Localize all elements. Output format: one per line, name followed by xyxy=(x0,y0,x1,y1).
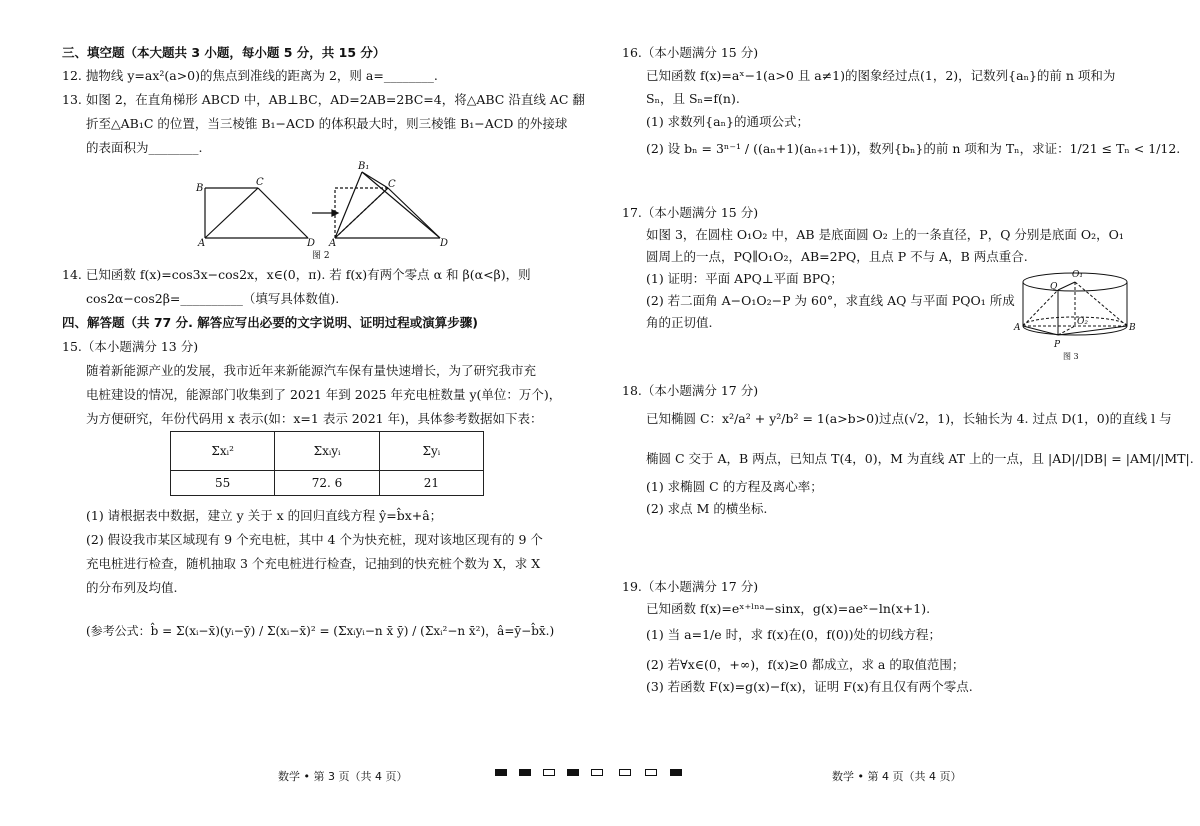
question-17-part1: (1) 证明：平面 APQ⊥平面 BPQ； xyxy=(646,271,843,286)
table-header-2: Σxᵢyᵢ xyxy=(275,432,379,471)
question-15-part1: (1) 请根据表中数据，建立 y 关于 x 的回归直线方程 ŷ=b̂x+â； xyxy=(86,508,443,523)
section4-heading: 四、解答题（共 77 分. 解答应写出必要的文字说明、证明过程或演算步骤) xyxy=(62,315,478,330)
question-15-line3: 为方便研究，年份代码用 x 表示(如：x=1 表示 2021 年)，具体参考数据如下表： xyxy=(86,411,543,426)
fig3-label-P: P xyxy=(1054,340,1061,350)
table-cell-2: 72. 6 xyxy=(275,471,379,496)
registration-mark xyxy=(670,769,682,776)
question-15-part2-line1: (2) 假设我市某区域现有 9 个充电桩，其中 4 个为快充桩，现对该地区现有的 9 个 xyxy=(86,532,543,547)
data-table xyxy=(170,431,484,496)
table-cell-3: 21 xyxy=(379,471,483,496)
registration-mark xyxy=(567,769,579,776)
fig2-label-D: D xyxy=(307,238,316,249)
question-13-line3: 的表面积为________. xyxy=(86,140,203,155)
question-18-line2: 椭圆 C 交于 A，B 两点，已知点 T(4，0)，M 为直线 AT 上的一点，且 |AD|/|DB| = |AM|/|MT|. xyxy=(646,451,1194,466)
question-17-part2-line2: 角的正切值. xyxy=(646,315,713,330)
fig3-label-O1: O₁ xyxy=(1072,270,1083,280)
registration-mark xyxy=(645,769,657,776)
question-19-head: 19.（本小题满分 17 分) xyxy=(622,579,759,594)
table-header-1: Σxᵢ² xyxy=(171,432,275,471)
question-18-part2: (2) 求点 M 的横坐标. xyxy=(646,501,768,516)
fig2-caption: 图 2 xyxy=(312,251,330,261)
question-17-part2-line1: (2) 若二面角 A−O₁O₂−P 为 60°，求直线 AQ 与平面 PQO₁ 所成 xyxy=(646,293,1015,308)
registration-mark xyxy=(519,769,531,776)
figure-2 xyxy=(190,158,460,268)
question-15-line2: 电桩建设的情况，能源部门收集到了 2021 年到 2025 年充电桩数量 y(单位：万个)， xyxy=(86,387,562,402)
question-18-part1: (1) 求椭圆 C 的方程及离心率； xyxy=(646,479,823,494)
fig2-label-A2: A xyxy=(329,238,337,249)
question-19-line1: 已知函数 f(x)=eˣ⁺ˡⁿᵃ−sinx，g(x)=aeˣ−ln(x+1). xyxy=(646,601,931,616)
table-cell-1: 55 xyxy=(171,471,275,496)
question-17-head: 17.（本小题满分 15 分) xyxy=(622,205,759,220)
question-14-line2: cos2α−cos2β=__________（填写具体数值). xyxy=(86,291,340,306)
fig3-caption: 图 3 xyxy=(1063,352,1079,361)
fig2-label-A: A xyxy=(198,238,206,249)
question-19-part2: (2) 若∀x∈(0，+∞)，f(x)≥0 都成立，求 a 的取值范围； xyxy=(646,657,965,672)
fig2-label-B1: B₁ xyxy=(358,161,370,172)
question-16-line2: Sₙ，且 Sₙ=f(n). xyxy=(646,91,740,106)
question-16-part1: (1) 求数列{aₙ}的通项公式； xyxy=(646,114,809,129)
footer-left-page: 数学 • 第 3 页（共 4 页） xyxy=(278,770,408,783)
registration-mark xyxy=(619,769,631,776)
fig2-label-B: B xyxy=(196,183,204,194)
question-12: 12. 抛物线 y=ax²(a>0)的焦点到准线的距离为 2，则 a=________. xyxy=(62,68,438,83)
question-17-line1: 如图 3，在圆柱 O₁O₂ 中，AB 是底面圆 O₂ 上的一条直径，P，Q 分别是底面 O₂，O₁ xyxy=(646,227,1124,242)
question-18-head: 18.（本小题满分 17 分) xyxy=(622,383,759,398)
question-13-line2: 折至△AB₁C 的位置，当三棱锥 B₁−ACD 的体积最大时，则三棱锥 B₁−ACD 的外接球 xyxy=(86,116,568,131)
fig3-label-O2: O₂ xyxy=(1077,317,1088,327)
registration-mark xyxy=(495,769,507,776)
fig3-label-Q: Q xyxy=(1050,282,1058,292)
fig3-label-B: B xyxy=(1129,323,1136,333)
question-19-part3: (3) 若函数 F(x)=g(x)−f(x)，证明 F(x)有且仅有两个零点. xyxy=(646,679,973,694)
question-14-line1: 14. 已知函数 f(x)=cos3x−cos2x，x∈(0，π). 若 f(x)有两个零点 α 和 β(α<β)，则 xyxy=(62,267,531,282)
question-19-part1: (1) 当 a=1/e 时，求 f(x)在(0，f(0))处的切线方程； xyxy=(646,627,942,642)
table-header-3: Σyᵢ xyxy=(379,432,483,471)
reference-formula: (参考公式：b̂ = Σ(xᵢ−x̄)(yᵢ−ȳ) / Σ(xᵢ−x̄)² = (Σxᵢyᵢ−n x̄ ȳ) / (Σxᵢ²−n x̄²)，â=ȳ−b̂x̄.) xyxy=(86,624,555,638)
section3-heading: 三、填空题（本大题共 3 小题，每小题 5 分，共 15 分） xyxy=(62,45,386,60)
question-16-head: 16.（本小题满分 15 分) xyxy=(622,45,759,60)
fig2-label-C: C xyxy=(256,177,264,188)
question-16-part2: (2) 设 bₙ = 3ⁿ⁻¹ / ((aₙ+1)(aₙ₊₁+1))，数列{bₙ}的前 n 项和为 Tₙ，求证：1/21 ≤ Tₙ < 1/12. xyxy=(646,141,1181,156)
figure-3 xyxy=(1010,262,1140,366)
question-15-line1: 随着新能源产业的发展，我市近年来新能源汽车保有量快速增长，为了研究我市充 xyxy=(86,363,537,378)
question-16-line1: 已知函数 f(x)=aˣ−1(a>0 且 a≠1)的图象经过点(1，2)，记数列{aₙ}的前 n 项和为 xyxy=(646,68,1116,83)
fig2-label-D2: D xyxy=(440,238,449,249)
registration-mark xyxy=(591,769,603,776)
question-13-line1: 13. 如图 2，在直角梯形 ABCD 中，AB⊥BC，AD=2AB=2BC=4，将△ABC 沿直线 AC 翻 xyxy=(62,92,585,107)
fig2-label-C2: C xyxy=(388,179,396,190)
question-18-line1: 已知椭圆 C：x²/a² + y²/b² = 1(a>b>0)过点(√2，1)，长轴长为 4. 过点 D(1，0)的直线 l 与 xyxy=(646,411,1172,426)
question-15-part2-line3: 的分布列及均值. xyxy=(86,580,178,595)
question-17-line2: 圆周上的一点，PQ∥O₁O₂，AB=2PQ，且点 P 不与 A，B 两点重合. xyxy=(646,249,1028,264)
footer-right-page: 数学 • 第 4 页（共 4 页） xyxy=(832,770,962,783)
question-15-part2-line2: 充电桩进行检查，随机抽取 3 个充电桩进行检查，记抽到的快充桩个数为 X，求 X xyxy=(86,556,541,571)
question-15-head: 15.（本小题满分 13 分) xyxy=(62,339,199,354)
fig3-label-A: A xyxy=(1014,323,1021,333)
registration-mark xyxy=(543,769,555,776)
